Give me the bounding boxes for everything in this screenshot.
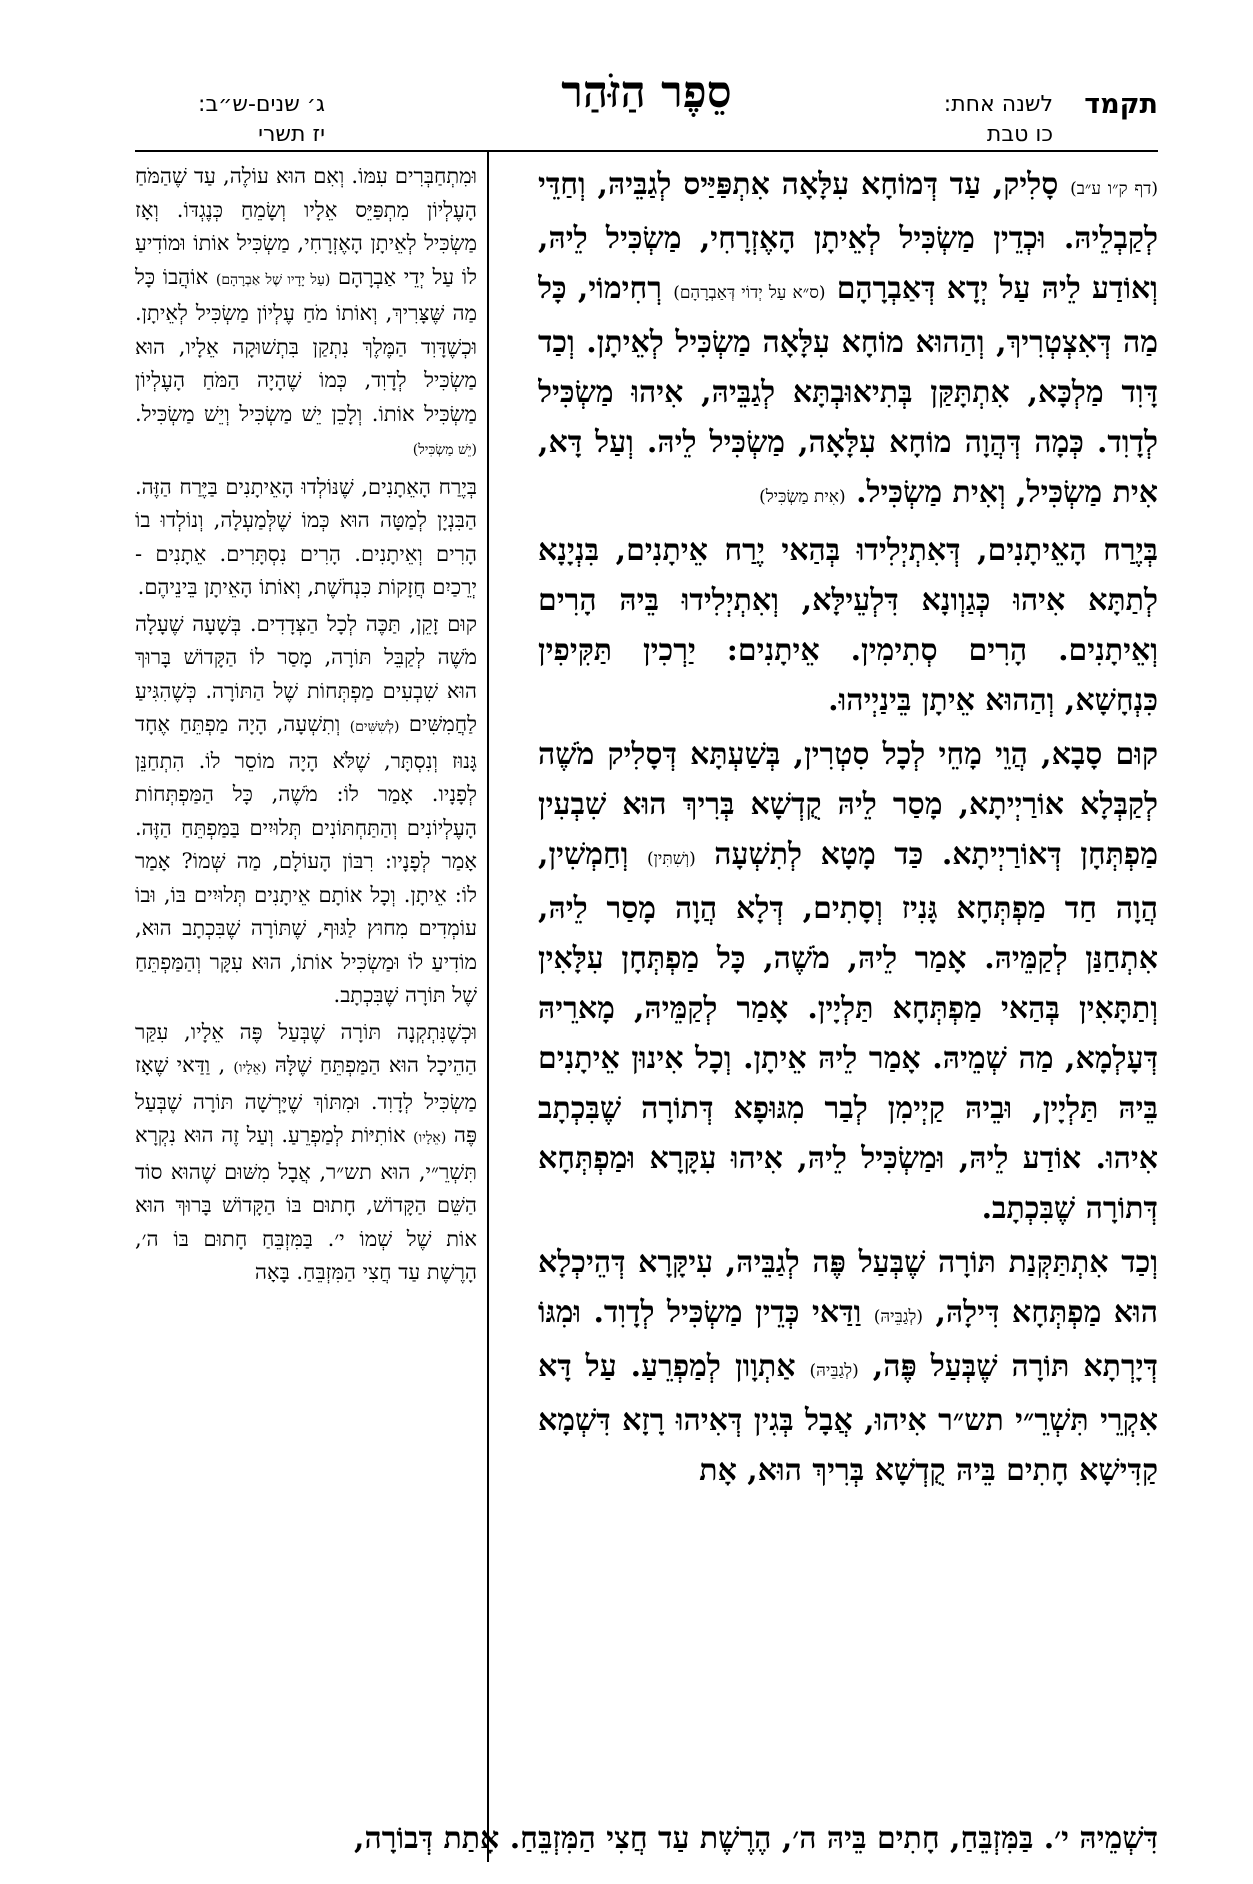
- variant-note: (אֵלָיו): [413, 1130, 447, 1146]
- book-title: סֵפֶר הַזֹּהַר: [561, 67, 732, 118]
- schedule-label-left: ג׳ שנים-ש״ב:: [198, 92, 325, 117]
- variant-note: (עַל יָדָיו שֶׁל אַבְרָהָם): [215, 271, 331, 288]
- variant-note: (לְשִׁשִּׁים): [349, 719, 400, 735]
- paragraph: בְּיֶרַח הָאֵתָנִים, שֶׁנּוֹלְדוּ הָאֵיתָנִים בַּיֶּרַח הַזֶּה. הַבִּנְיָן לְמַטָּה הוּא כְּמוֹ שֶׁלְּמַעְלָה, וְנוֹלְדוּ בוֹ הָרִים וְאֵיתָנִים. הָרִים נִסְתָּרִים. אֵתָנִים - יְרֵכַיִם חֲזָקוֹת כִּנְחֹשֶׁת, וְאוֹתוֹ הָאֵיתָן בֵּינֵיהֶם.: [135, 474, 477, 599]
- variant-note: (לְגַבֵּיהּ): [809, 1361, 859, 1381]
- paragraph: קוּם סָבָא, הֲוֵי מָחֵי לְכָל סִטְרִין, בְּשַׁעְתָּא דְּסָלִיק מֹשֶׁה לְקַבְּלָא אוֹרַיְיתָא, מָסַר לֵיהּ קֻדְשָׁא בְּרִיךְ הוּא שִׁבְעִין מַפְתְּחָן דְּאוֹרַיְיתָא. כַּד מָטָא לְתִשְׁעָה (וְשִׁתִּין) וְחַמְשִׁין, הֲוָה חַד מַפְתְּחָא גָּנִיז וְסָתִים, דְּלָא הֲוָה מָסַר לֵיהּ, אִתְחַנַּן לְקַמֵּיהּ. אָמַר לֵיהּ, מֹשֶׁה, כָּל מַפְתְּחָן עִלָּאִין וְתַתָּאִין בְּהַאי מַפְתְּחָא תַּלְיָין. אָמַר לְקַמֵּיהּ, מָארֵיהּ דְּעָלְמָא, מַה שְׁמֵיהּ. אָמַר לֵיהּ אֵיתָן. וְכָל אִינוּן אֵיתָנִים בֵּיהּ תַּלְיָין, וּבֵיהּ קַיְימִן לְבַר מִגּוּפָא דְּתוֹרָה שֶׁבִּכְתָב אִיהוּ. אוֹדַע לֵיהּ, וּמַשְׂכִּיל לֵיהּ, אִיהוּ עִקָּרָא וּמַפְתְּחָא דְּתוֹרָה שֶׁבִּכְתָב.: [538, 737, 1158, 1226]
- hebrew-translation-column: [135, 160, 477, 1864]
- schedule-label: לשנה אחת:: [943, 92, 1053, 117]
- aramaic-text-column: [538, 160, 1158, 1868]
- paragraph: וּכְשֶׁנִּתְקְנָה תּוֹרָה שֶׁבְּעַל פֶּה אֵלָיו, עִקַּר הַהֵיכָל הוּא הַמַּפְתֵּחַ שֶׁלָּהּ (אֵלָיו) , וַדַּאי שֶׁאָז מַשְׂכִּיל לְדָוִד. וּמִתּוֹךְ שֶׁיָּרְשָׁה תּוֹרָה שֶׁבְּעַל פֶּה (אֵלָיו) אוֹתִיּוֹת לְמַפְרֵעַ. וְעַל זֶה הוּא נִקְרָא תִּשְׁרֵ״י, הוּא תש״ר, אֲבָל מִשּׁוּם שֶׁהוּא סוֹד הַשֵּׁם הַקָּדוֹשׁ, חָתוּם בּוֹ הַקָּדוֹשׁ בָּרוּךְ הוּא אוֹת שֶׁל שְׁמוֹ י׳. בַּמִּזְבֵּחַ חָתוּם בּוֹ ה׳, הָרֶשֶׁת עַד חֲצִי הַמִּזְבֵּחַ. בָּאָה: [135, 1019, 477, 1284]
- page-header: [135, 60, 1158, 150]
- variant-note: (ס״א עַל יְדוֹי דְּאַבְרָהָם): [673, 283, 826, 303]
- page-reference-note: (דף ק״ו ע״ב): [1070, 179, 1158, 199]
- paragraph: וְכַד אִתְתַּקְּנַת תּוֹרָה שֶׁבְּעַל פֶּה לְגַבֵּיהּ, עִיקָּרָא דְּהֵיכְלָא הוּא מַפְתְּחָא דִּילָהּ, (לְגַבֵּיהּ) וַדַּאי כְּדֵין מַשְׂכִּיל לְדָוִד. וּמִגּוֹ דְּיָרְתָא תּוֹרָה שֶׁבְּעַל פֶּה, (לְגַבֵּיהּ) אַתְוָון לְמַפְרֵעַ. עַל דָּא אִקְרֵי תִּשְׁרֵ״י תש״ר אִיהוּ, אֲבָל בְּגִין דְּאִיהוּ רָזָא דִּשְׁמָא קַדִּישָׁא חָתִים בֵּיהּ קֻדְשָׁא בְּרִיךְ הוּא, אָת: [538, 1245, 1158, 1488]
- variant-note: (אֵלָיו): [233, 1060, 267, 1076]
- column-divider: [487, 152, 489, 1862]
- variant-note: (יֵשׁ מַשְׂכִּיל): [412, 442, 477, 458]
- paragraph: (דף ק״ו ע״ב) סָלִיק, עַד דְּמוֹחָא עִלָּאָה אִתְפַּיַּיס לְגַבֵּיהּ, וְחַדֵּי לְקַבְלֵיהּ. וּכְדֵין מַשְׂכִּיל לְאֵיתָן הָאֶזְרָחִי, מַשְׂכִּיל לֵיהּ, וְאוֹדַע לֵיהּ עַל יְדָא דְּאַבְרָהָם (ס״א עַל יְדוֹי דְּאַבְרָהָם) רְחִימוֹי, כָּל מַה דְּאִצְטְרִיךְ, וְהַהוּא מוֹחָא עִלָּאָה מַשְׂכִּיל לְאֵיתָן. וְכַד דָּוִד מַלְכָּא, אִתְתָּקַּן בְּתִיאוּבְתָּא לְגַבֵּיהּ, אִיהוּ מַשְׂכִּיל לְדָוִד. כְּמָה דְּהֲוָה מוֹחָא עִלָּאָה, מַשְׂכִּיל לֵיהּ. וְעַל דָּא, אִית מַשְׂכִּיל, וְאִית מַשְׂכִּיל. (אִית מַשְׂכִּיל): [538, 167, 1158, 510]
- header-rule: [135, 150, 1158, 152]
- full-width-bottom-line: דִּשְׁמֵיהּ י׳. בַּמִּזְבֵּחַ, חָתִים בֵּיהּ ה׳, הֶרֶשֶׁת עַד חֲצִי הַמִּזְבֵּחַ. אָתַת דְּבוֹרָה,: [354, 1821, 1158, 1856]
- variant-note: (לְגַבֵּיהּ): [873, 1307, 923, 1327]
- paragraph: בְּיֶרַח הָאֵיתָנִים, דְּאִתְיְלִידוּ בְּהַאי יֶרַח אֵיתָנִים, בִּנְיָנָא לְתַתָּא אִיהוּ כְּגַוְונָא דִּלְעֵילָּא, וְאִתְיְלִידוּ בֵּיהּ הָרִים וְאֵיתָנִים. הָרִים סְתִימִין. אֵיתָנִים: יַרְכִין תַּקִּיפִין כִּנְחָשָׁא, וְהַהוּא אֵיתָן בֵּינַיְיהוּ.: [538, 533, 1158, 718]
- page-number: תקמד: [1084, 89, 1158, 120]
- paragraph: וּמִתְחַבְּרִים עִמּוֹ. וְאִם הוּא עוֹלֶה, עַד שֶׁהַמֹּחַ הָעֶלְיוֹן מִתְפַּיֵּס אֵלָיו וְשָׂמֵחַ כְּנֶגְדּוֹ. וְאָז מַשְׂכִּיל לְאֵיתָן הָאֶזְרָחִי, מַשְׂכִּיל אוֹתוֹ וּמוֹדִיעַ לוֹ עַל יְדֵי אַבְרָהָם (עַל יָדָיו שֶׁל אַבְרָהָם) אוֹהֲבוֹ כָּל מַה שֶּׁצָּרִיךְ, וְאוֹתוֹ מֹחַ עֶלְיוֹן מַשְׂכִּיל לְאֵיתָן. וּכְשֶׁדָּוִד הַמֶּלֶךְ נִתְקַן בִּתְשׁוּקָה אֵלָיו, הוּא מַשְׂכִּיל לְדָוִד, כְּמוֹ שֶׁהָיָה הַמֹּחַ הָעֶלְיוֹן מַשְׂכִּיל אוֹתוֹ. וְלָכֵן יֵשׁ מַשְׂכִּיל וְיֵשׁ מַשְׂכִּיל. (יֵשׁ מַשְׂכִּיל): [135, 164, 477, 458]
- schedule-date-left: יז תשרי: [258, 122, 325, 147]
- paragraph: קוּם זָקֵן, תַּכֶּה לְכָל הַצְּדָדִים. בְּשָׁעָה שֶׁעָלָה מֹשֶׁה לְקַבֵּל תּוֹרָה, מָסַר לוֹ הַקָּדוֹשׁ בָּרוּךְ הוּא שִׁבְעִים מַפְתְּחוֹת שֶׁל הַתּוֹרָה. כְּשֶׁהִגִּיעַ לַחֲמִשִּׁים (לְשִׁשִּׁים) וְתִשְׁעָה, הָיָה מַפְתֵּחַ אֶחָד גָּנוּז וְנִסְתָּר, שֶׁלֹּא הָיָה מוֹסֵר לוֹ. הִתְחַנֵּן לְפָנָיו. אָמַר לוֹ: מֹשֶׁה, כָּל הַמַּפְתְּחוֹת הָעֶלְיוֹנִים וְהַתַּחְתּוֹנִים תְּלוּיִים בַּמַּפְתֵּחַ הַזֶּה. אָמַר לְפָנָיו: רִבּוֹן הָעוֹלָם, מַה שְּׁמוֹ? אָמַר לוֹ: אֵיתָן. וְכָל אוֹתָם אֵיתָנִים תְּלוּיִים בּוֹ, וּבוֹ עוֹמְדִים מִחוּץ לַגּוּף, שֶׁתּוֹרָה שֶׁבִּכְתָב הוּא, מוֹדִיעַ לוֹ וּמַשְׂכִּיל אוֹתוֹ, הוּא עִקָּר וְהַמַּפְתֵּחַ שֶׁל תּוֹרָה שֶׁבִּכְתָב.: [135, 611, 477, 1007]
- variant-note: (אִית מַשְׂכִּיל): [759, 487, 846, 507]
- schedule-date: כו טבת: [986, 122, 1053, 147]
- reading-schedule-left: [135, 90, 325, 150]
- variant-note: (וְשִׁתִּין): [646, 849, 696, 869]
